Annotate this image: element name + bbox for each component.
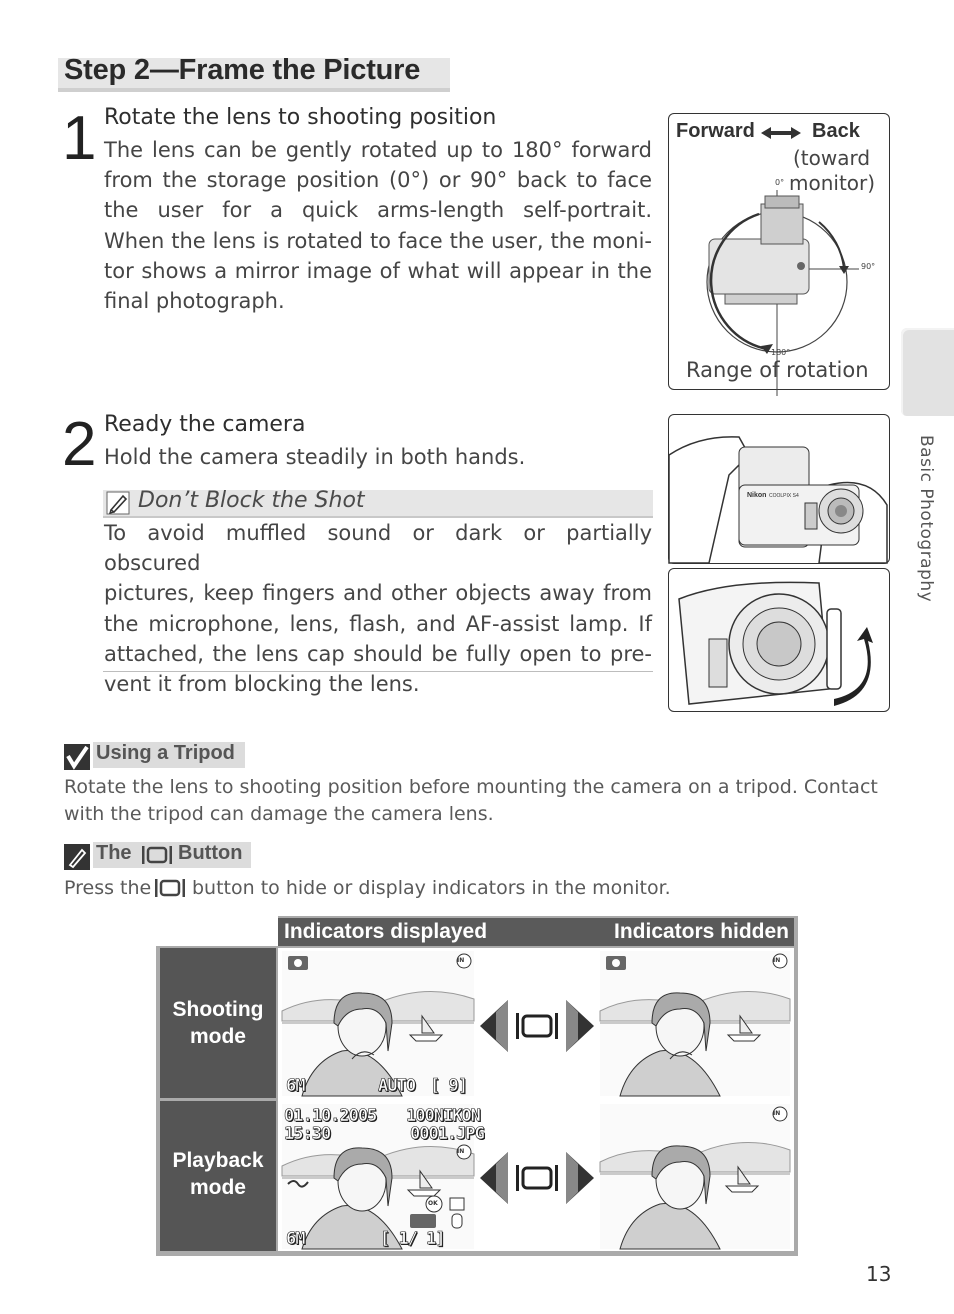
row-label-shooting [160,948,276,1098]
camera-model-text: COOLPIX S4 [769,493,799,499]
ok-icon: OK [428,1200,438,1207]
tripod-body [64,774,892,828]
step-1-heading: Rotate the lens to shooting position [104,105,497,130]
lens-cap-open-icon [669,569,889,711]
lens-cap-illustration [668,568,890,712]
monitor-button-text-pre: Press the [64,877,152,899]
row-label-playback-2: mode [189,1176,246,1199]
row-label-playback-1: Playback [172,1149,264,1172]
step-1-line: tor shows a mirror image of what will appear in the [104,258,652,283]
deg180-label: 180° [771,348,791,357]
note-line: the microphone, lens, flash, and AF-assist lamp. If [104,611,652,636]
note-line: To avoid muffled sound or dark or partially obscured [104,521,652,576]
page-title: Step 2—Frame the Picture [64,54,421,86]
pencil-note-icon [64,844,90,870]
camera-brand-text: Nikon [747,492,767,499]
deg0-label: 0° [775,178,785,187]
deg90-label: 90° [861,262,876,271]
row-label-shooting-1: Shooting [172,998,264,1021]
lcd-image-size: 6M [286,1229,305,1249]
lcd-exposures-remaining: [ 9] [430,1076,467,1096]
playback-displayed-screen [282,1104,484,1249]
header-displayed: Indicators displayed [284,920,488,943]
step-1-body [104,135,652,316]
camera-hold-illustration [668,414,890,564]
note-body [104,518,652,699]
step-1-number: 1 [62,104,97,173]
row-label-playback [160,1101,276,1251]
portrait-scene-icon [600,951,790,1096]
section-label [914,435,934,615]
rotation-figure [668,113,890,390]
portrait-scene-icon [600,1104,790,1249]
tripod-title: Using a Tripod [96,742,235,764]
step-1-line: from the storage position (0°) or 90° back to face [104,168,652,193]
lcd-image-size: 6M [286,1076,305,1096]
toggle-arrows-icon [478,1148,596,1208]
section-label-text: Basic Photography [916,435,936,603]
step-1-line: final photograph. [104,289,285,314]
monitor-button-icon [140,845,174,865]
lcd-date: 01.10.2005 [284,1106,377,1126]
double-arrow-icon [761,126,801,140]
monitor-button-text-post: button to hide or display indicators in the monitor. [192,877,671,899]
tripod-line: with the tripod can damage the camera lens. [64,803,494,825]
shooting-displayed-screen [282,951,474,1096]
lcd-time: 15:30 [284,1124,331,1144]
toward-label: (toward [793,146,871,170]
portrait-scene-icon [282,951,474,1096]
checkmark-icon [64,744,90,770]
section-tab [901,328,954,416]
table-header [278,918,794,946]
table-corner [156,916,278,946]
memory-icon: IN [773,957,781,964]
lcd-folder: 100NIKON [406,1106,480,1126]
monitor-label: monitor) [789,171,876,195]
memory-icon: IN [457,957,465,964]
memory-icon: IN [773,1110,781,1117]
lcd-frame-count: [ 1/ 1] [380,1229,445,1249]
row-label-shooting-2: mode [189,1025,246,1048]
note-line: attached, the lens cap should be fully open to pre- [104,641,652,666]
tripod-line: Rotate the lens to shooting position before mounting the camera on a tripod. Contact [64,776,878,798]
step-1-line: The lens can be gently rotated up to 180° forward [104,138,652,162]
playback-hidden-screen [600,1104,790,1249]
step-2-heading: Ready the camera [104,412,306,437]
page-number: 13 [866,1262,892,1286]
note-line: vent it from blocking the lens. [104,672,420,697]
step-1-line: When the lens is rotated to face the user, the moni- [104,228,652,253]
back-label: Back [812,120,860,142]
rotation-caption: Range of rotation [686,358,869,382]
forward-label: Forward [676,120,755,142]
hands-holding-camera-icon [669,415,889,563]
monitor-button-title-post: Button [178,842,243,864]
header-hidden: Indicators hidden [614,920,790,943]
monitor-button-title-pre: The [96,842,132,864]
shooting-hidden-screen [600,951,790,1096]
memory-icon: IN [457,1148,465,1155]
step-1-line: the user for a quick arms-length self-portrait. [104,198,652,223]
note-rule [103,671,653,672]
note-line: pictures, keep fingers and other objects away from [104,581,652,606]
lcd-auto-flash: AUTO [378,1076,415,1096]
step-2-body: Hold the camera steadily in both hands. [104,445,526,469]
camera-rotation-diagram [669,174,889,364]
toggle-arrows-icon [478,996,596,1056]
pencil-note-icon [106,491,130,515]
monitor-button-icon [153,878,187,898]
lcd-file: 0001.JPG [410,1124,484,1144]
note-title: Don’t Block the Shot [138,488,365,513]
step-2-number: 2 [62,410,97,479]
